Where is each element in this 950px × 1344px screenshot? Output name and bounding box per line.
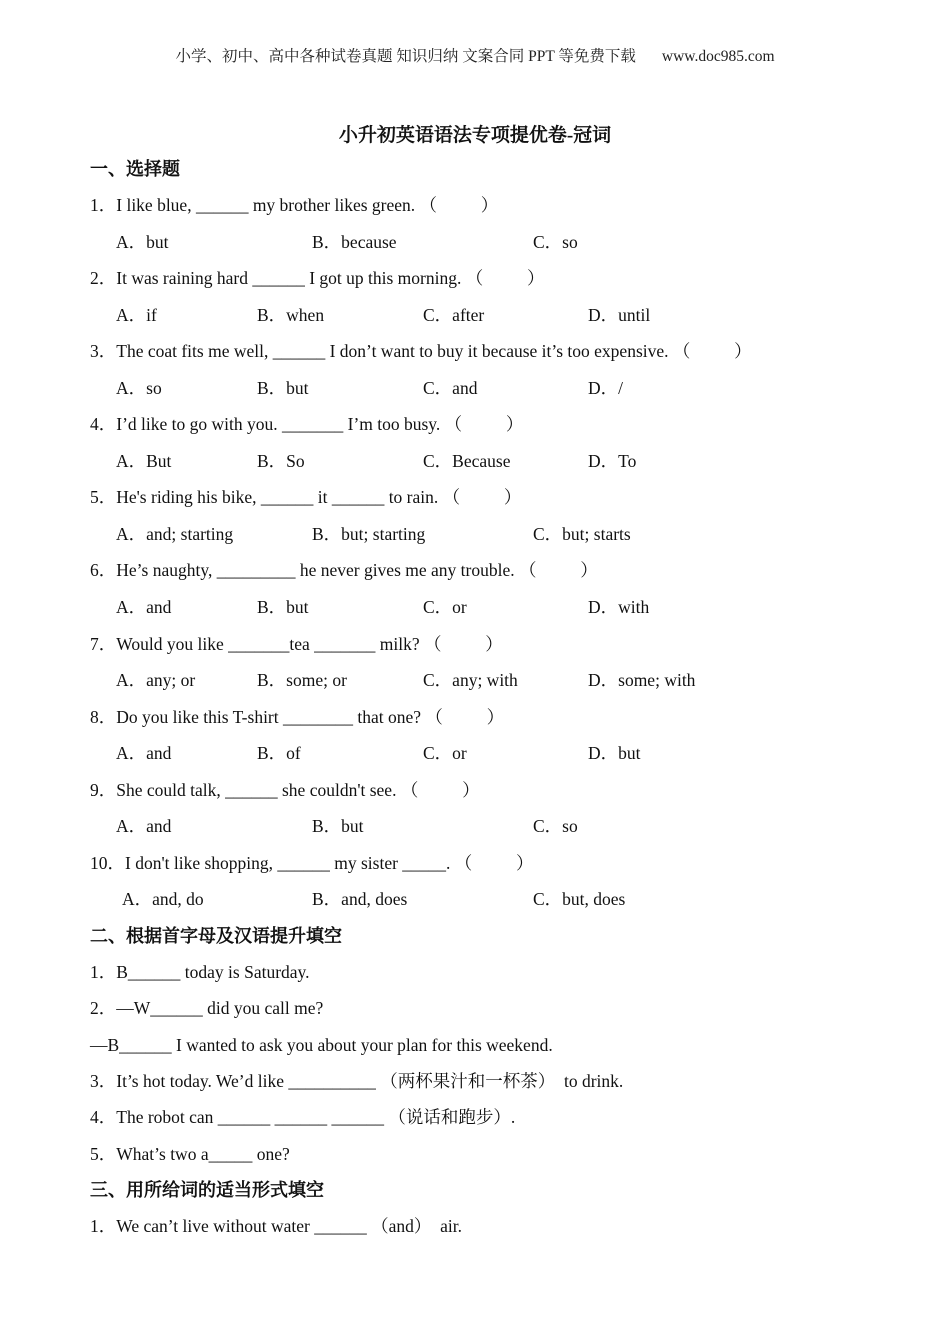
q4-option-a: A．But (116, 451, 172, 471)
fill-line-3: 3．It’s hot today. We’d like __________ （两杯果汁和一杯茶） to drink. (90, 1071, 624, 1091)
question-6: 6．He’s naughty, _________ he never gives me any trouble. （ ） (90, 560, 598, 580)
q5-option-b: B．but; starting (312, 524, 426, 544)
q1-option-c: C．so (533, 232, 578, 252)
header-text: 小学、初中、高中各种试卷真题 知识归纳 文案合同 PPT 等免费下载 (175, 48, 636, 65)
q3-option-d: D．/ (588, 378, 623, 398)
q7-option-b: B．some; or (257, 670, 347, 690)
q1-option-a: A．but (116, 232, 169, 252)
q7-option-a: A．any; or (116, 670, 196, 690)
question-4: 4．I’d like to go with you. _______ I’m too busy. （ ） (90, 414, 524, 434)
fill-line-4: 4．The robot can ______ ______ ______ （说话和跑步）. (90, 1107, 516, 1127)
question-9: 9．She could talk, ______ she couldn't see. （ ） (90, 780, 480, 800)
q8-option-c: C．or (423, 743, 467, 763)
question-8: 8．Do you like this T-shirt ________ that one? （ ） (90, 707, 505, 727)
q3-option-c: C．and (423, 378, 478, 398)
q3-option-b: B．but (257, 378, 309, 398)
q3-option-a: A．so (116, 378, 162, 398)
question-10: 10．I don't like shopping, ______ my sister _____. （ ） (90, 853, 534, 873)
q5-option-c: C．but; starts (533, 524, 631, 544)
q6-option-c: C．or (423, 597, 467, 617)
q2-option-b: B．when (257, 305, 325, 325)
section-1-heading: 一、选择题 (90, 159, 180, 179)
fill-line-2-reply: —B______ I wanted to ask you about your plan for this weekend. (90, 1035, 553, 1055)
section-2-heading: 二、根据首字母及汉语提升填空 (90, 926, 342, 946)
q10-option-c: C．but, does (533, 889, 626, 909)
section-3-heading: 三、用所给词的适当形式填空 (90, 1180, 324, 1200)
q7-option-c: C．any; with (423, 670, 518, 690)
q2-option-c: C．after (423, 305, 485, 325)
fill-line-5: 5．What’s two a_____ one? (90, 1144, 290, 1164)
fill-line-1: 1．B______ today is Saturday. (90, 962, 310, 982)
q9-option-c: C．so (533, 816, 578, 836)
q9-option-b: B．but (312, 816, 364, 836)
q9-option-a: A．and (116, 816, 172, 836)
question-1: 1．I like blue, ______ my brother likes green. （ ） (90, 195, 499, 215)
q2-option-a: A．if (116, 305, 157, 325)
q1-option-b: B．because (312, 232, 397, 252)
q5-option-a: A．and; starting (116, 524, 234, 544)
q8-option-d: D．but (588, 743, 641, 763)
q7-option-d: D．some; with (588, 670, 696, 690)
question-3: 3．The coat fits me well, ______ I don’t want to buy it because it’s too expensive. （ ） (90, 341, 752, 361)
q6-option-a: A．and (116, 597, 172, 617)
q4-option-b: B．So (257, 451, 305, 471)
question-7: 7．Would you like _______tea _______ milk? （ ） (90, 634, 503, 654)
form-line-1: 1．We can’t live without water ______ （and） air. (90, 1216, 463, 1236)
q4-option-c: C．Because (423, 451, 511, 471)
q10-option-a: A．and, do (122, 889, 204, 909)
q4-option-d: D．To (588, 451, 637, 471)
question-2: 2．It was raining hard ______ I got up this morning. （ ） (90, 268, 545, 288)
question-5: 5．He's riding his bike, ______ it ______ to rain. （ ） (90, 487, 522, 507)
q2-option-d: D．until (588, 305, 651, 325)
fill-line-2: 2．—W______ did you call me? (90, 998, 324, 1018)
q6-option-b: B．but (257, 597, 309, 617)
document-title: 小升初英语语法专项提优卷-冠词 (338, 125, 612, 146)
header-site[interactable]: www.doc985.com (661, 48, 775, 65)
q6-option-d: D．with (588, 597, 650, 617)
q10-option-b: B．and, does (312, 889, 408, 909)
q8-option-a: A．and (116, 743, 172, 763)
page-header (0, 44, 950, 66)
q8-option-b: B．of (257, 743, 301, 763)
